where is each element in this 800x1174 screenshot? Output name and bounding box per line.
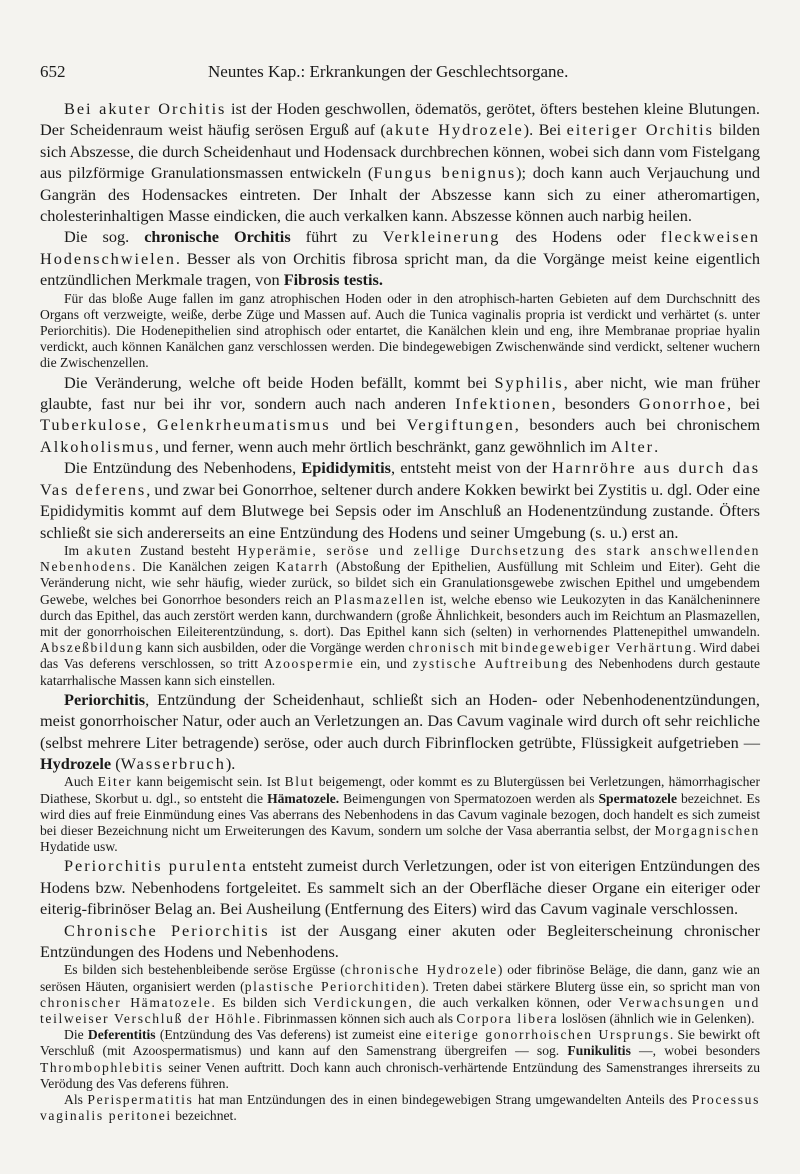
small-print-paragraph: [40, 962, 760, 1027]
text-run: .: [654, 436, 659, 456]
text-run: Für das bloße Auge fallen im ganz atrophischen Hoden oder in den atrophisch-harten Gebieten auf dem Durchschnitt des Organs oft verzweigte, weiße, derbe Züge und Massen auf. Auch die Tunica vaginalis propria ist verdickt und verhärtet (s. unter Periorchitis). Die Hodenepithelien sind atrophisch oder entartet, die Kanälchen klein und eng, ihre Membranae propriae hyalin verdickt, auch können Kanälchen ganz verschlossen werden. Die bindegewebigen Zwischenwände sind verdickt, seltener wuchern die Zwischenzellen.: [40, 290, 760, 371]
spaced-emphasis: Bei akuter Orchitis: [64, 99, 227, 118]
spaced-emphasis: Eiter: [97, 774, 133, 790]
text-run: ein, und: [354, 656, 413, 672]
text-run: , Entzündung der Scheidenhaut, schließt sich an Hoden- oder Nebenhodenentzündungen, meist gonorrhoischer Natur, oder auch an Verletzungen an. Das Cavum vaginale wird durch oft sehr reichliche (selbst mehrere Liter betragende) seröse, oder auch durch Fibrinflocken getrübte, Flüssigkeit aufgetrieben —: [40, 689, 760, 752]
small-print-paragraph: [40, 1027, 760, 1092]
spaced-emphasis: Verkleinerung: [382, 227, 501, 247]
spaced-emphasis: Abszeßbildung: [40, 640, 144, 656]
paragraph: [40, 457, 760, 543]
small-print-paragraph: [40, 1092, 760, 1124]
text-run: Die Entzündung des Nebenhodens,: [64, 458, 302, 478]
text-run: bilden sich Abszesse, die durch Scheidenhaut und Hodensack durchbrechen können, wobei sich dann vom Fistelgang aus pilzförmige Granulationsmassen entwickeln (: [40, 120, 761, 183]
text-run: ); doch kann auch Verjauchung und Gangrän des Hodensackes eintreten. Der Inhalt der Abszesse kann sich zu einer atheromartigen, cholesterinhaltigen Masse eindicken, die auch verkalken kann. Abszesse können auch narbig heilen.: [40, 163, 760, 226]
paragraph: [40, 98, 760, 226]
spaced-emphasis: chronischer Hämatozele: [40, 994, 212, 1010]
text-run: , entsteht meist von der: [390, 458, 553, 478]
text-run: ,: [142, 415, 157, 435]
text-run: . Sie bewirkt oft Verschluß (mit Azoospermatismus) und kann auf den Samenstrang übergreifen — sog.: [40, 1027, 760, 1059]
text-run: kann sich ausbilden, oder die Vorgänge werden: [143, 640, 409, 656]
text-run: bezeichnet.: [171, 1108, 237, 1124]
body-text: [40, 98, 760, 1124]
spaced-emphasis: Chronische Periorchitis: [64, 920, 270, 940]
text-run: Als: [64, 1092, 88, 1108]
text-run: , besonders: [551, 394, 639, 414]
paragraph: [40, 372, 760, 458]
text-run: ist, welche ebenso wie Leukozyten in das Kanälcheninnere durch das Epithel, das auch zerstört werden kann, durchwandern (große Ähnlichkeit, besonders auch im Reichtum an Plasmazellen, mit der gonorrhoischen Eileiterentzündung, s. dort). Das Epithel kann sich (selten) in verhornendes Plattenepithel umwandeln.: [40, 591, 760, 639]
spaced-emphasis: Plasmazellen: [334, 591, 426, 607]
text-run: , aber nicht, wie man früher glaubte, fast nur bei ihr vor, sondern auch nach anderen: [40, 372, 761, 414]
bold-term: Hydrozele: [40, 753, 112, 773]
text-run: ).: [225, 753, 236, 773]
text-run: ). Treten dabei stärkere Bluterg üsse ein, so spricht man von: [420, 978, 760, 994]
text-run: , besonders auch bei chronischem: [514, 415, 760, 435]
spaced-emphasis: Verwachsungen und teilweiser Verschluß der Höhle: [40, 994, 760, 1027]
spaced-emphasis: Alter: [610, 436, 655, 456]
spaced-emphasis: Processus vaginalis peritonei: [40, 1092, 760, 1124]
text-run: des Nebenhodens durch gestaute katarrhalische Massen kann sich einstellen.: [40, 656, 760, 688]
spaced-emphasis: Infektionen: [455, 394, 552, 414]
spaced-emphasis: fleckweisen Hodenschwielen: [40, 227, 761, 268]
spaced-emphasis: Katarrh: [276, 559, 330, 575]
spaced-emphasis: Tuberkulose: [40, 415, 143, 435]
spaced-emphasis: Hyperämie, seröse und zellige Durchsetzung des stark anschwellenden Nebenhodens: [40, 542, 761, 575]
text-run: ). Bei: [523, 120, 567, 140]
spaced-emphasis: Morgagnischen: [654, 822, 760, 838]
text-run: kann beigemischt sein. Ist: [132, 774, 285, 790]
spaced-emphasis: Perispermatitis: [87, 1092, 194, 1108]
text-run: Im: [64, 542, 87, 558]
spaced-emphasis: chronisch: [408, 640, 476, 656]
text-run: loslösen (ähnlich wie in Gelenken).: [558, 1011, 755, 1027]
spaced-emphasis: Alkoholismus: [40, 436, 155, 456]
paragraph: [40, 855, 760, 919]
spaced-emphasis: Thrombophlebitis: [40, 1059, 164, 1075]
text-run: beigemengt, oder kommt es zu Blutergüssen bei Verletzungen, hämorrhagischer Diathese, Skorbut u. dgl., so entsteht die: [40, 774, 760, 806]
spaced-emphasis: Harnröhre aus durch das Vas deferens: [40, 458, 761, 499]
text-run: Auch: [64, 774, 98, 790]
text-run: ) oder fibrinöse Beläge, die dann, ganz wie an serösen Häuten, organisiert werden (: [40, 962, 760, 994]
spaced-emphasis: bindegewebiger Verhärtung: [501, 640, 693, 656]
paragraph: [40, 689, 760, 775]
bold-term: Hämatozele.: [267, 790, 340, 806]
bold-term: chronische Orchitis: [144, 227, 291, 247]
text-run: seiner Venen auftritt. Doch kann auch chronisch-verhärtende Entzündung des Samenstranges ihrerseits zu Verödung des Vas deferens führen.: [40, 1059, 760, 1091]
spaced-emphasis: Azoospermie: [263, 656, 355, 672]
text-run: und bei: [330, 415, 407, 435]
text-run: mit: [475, 640, 502, 656]
text-run: entsteht zumeist durch Verletzungen, oder ist von eiterigen Entzündungen des Hodens bzw. Nebenhodens fortgeleitet. Es sammelt sich an der Oberfläche dieser Organe ein eiteriger oder eiterig-fibrinöser Belag an. Bei Ausheilung (Entfernung des Eiters) wird das Cavum vaginale verschlossen.: [40, 856, 761, 919]
text-run: . Es bilden sich: [211, 994, 314, 1010]
bold-term: Fibrosis testis.: [283, 270, 383, 290]
spaced-emphasis: Gelenkrheumatismus: [156, 415, 331, 435]
bold-term: Funikulitis: [567, 1043, 631, 1059]
spaced-emphasis: Blut: [284, 774, 315, 790]
spaced-emphasis: eiterige gonorrhoischen Ursprungs: [425, 1027, 670, 1043]
text-run: des Hodens oder: [500, 227, 661, 247]
small-print-paragraph: [40, 543, 760, 689]
spaced-emphasis: zystische Auftreibung: [412, 656, 569, 672]
spaced-emphasis: akuten: [86, 542, 133, 558]
spaced-emphasis: plastische Periorchitiden: [244, 978, 421, 994]
spaced-emphasis: Fungus benignus: [373, 163, 517, 183]
text-run: . Fibrinmassen können sich auch als: [256, 1011, 457, 1027]
spaced-emphasis: Wasserbruch: [120, 753, 226, 773]
bold-term: Epididymitis: [301, 458, 391, 478]
text-run: Die sog.: [64, 227, 145, 247]
spaced-emphasis: Vergiftungen: [406, 415, 515, 435]
small-print-paragraph: [40, 774, 760, 855]
text-run: , und zwar bei Gonorrhoe, seltener durch andere Kokken bewirkt bei Zystitis u. dgl. Oder eine Epididymitis kommt auf dem Blutwege bei Sepsis oder im Anschluß an Hodenentzündung zustande. Öfters schließt sie sich andererseits an eine Entzündung des Hodens und seiner Umgebung (s. u.) erst an.: [40, 479, 760, 542]
spaced-emphasis: eiteriger Orchitis: [566, 120, 714, 140]
running-title: Neuntes Kap.: Erkrankungen der Geschlechtsorgane.: [208, 62, 569, 81]
spaced-emphasis: Corpora libera: [456, 1011, 559, 1027]
bold-term: Periorchitis: [64, 689, 146, 709]
text-run: . Wird dabei das Vas deferens verschlossen, so tritt: [40, 640, 760, 672]
text-run: . Die Kanälchen zeigen: [131, 559, 277, 575]
bold-term: Spermatozele: [598, 790, 677, 806]
text-run: Zustand besteht: [132, 542, 238, 558]
text-run: (Abstoßung der Epithelien, Ausfüllung mit Schleim und Eiter). Geht die Veränderung nicht, wie sehr häufig, wieder zurück, so bildet sich ein Granulationsgewebe zwischen Epithel und umgebendem Gewebe, welches bei Gonorrhoe besonders reich an: [40, 559, 760, 607]
paragraph: [40, 920, 760, 963]
spaced-emphasis: chronische Hydrozele: [344, 962, 498, 978]
text-run: , die auch verkalken können, oder: [408, 994, 619, 1010]
spaced-emphasis: Gonorrhoe: [638, 394, 728, 414]
text-run: Die: [64, 1027, 88, 1043]
text-run: Die Veränderung, welche oft beide Hoden befällt, kommt bei: [64, 372, 495, 392]
paragraph: [40, 226, 760, 290]
spaced-emphasis: Syphilis: [494, 372, 564, 392]
spaced-emphasis: akute Hydrozele: [385, 120, 524, 140]
spaced-emphasis: Periorchitis purulenta: [64, 856, 248, 876]
text-run: ist der Hoden geschwollen, ödematös, gerötet, öfters bestehen kleine Blutungen. Der Scheidenraum weist häufig serösen Erguß auf (: [40, 99, 760, 140]
page-number: 652: [40, 62, 66, 81]
text-run: Es bilden sich bestehenbleibende seröse Ergüsse (: [64, 962, 345, 978]
small-print-paragraph: [40, 291, 760, 372]
text-run: —, wobei besonders: [630, 1043, 761, 1059]
text-run: ist der Ausgang einer akuten oder Begleiterscheinung chronischer Entzündungen des Hodens und Nebenhodens.: [40, 920, 761, 962]
text-run: , und ferner, wenn auch mehr örtlich beschränkt, ganz gewöhnlich im: [154, 436, 611, 456]
text-run: bezeichnet. Es wird dies auf freie Einmündung eines Vas aberrans des Nebenhodens in das Cavum vaginale bezogen, doch handelt es sich zumeist bei dieser Bezeichnung nicht um Erweiterungen des Kavum, sondern um solche der Vasa aberrantia selbst, der: [40, 790, 761, 838]
text-run: (: [111, 753, 121, 773]
text-run: , bei: [727, 394, 760, 414]
spaced-emphasis: Verdickungen: [313, 994, 409, 1010]
page-header: [40, 62, 760, 86]
bold-term: Deferentitis: [87, 1027, 156, 1043]
text-run: (Entzündung des Vas deferens) ist zumeist eine: [155, 1027, 426, 1043]
text-run: hat man Entzündungen des in einen bindegewebigen Strang umgewandelten Anteils des: [193, 1092, 692, 1108]
text-run: . Besser als von Orchitis fibrosa spricht man, da die Vorgänge meist keine eigentlich entzündlichen Merkmale tragen, von: [40, 248, 760, 290]
text-run: führt zu: [290, 227, 383, 247]
text-run: Hydatide usw.: [40, 839, 118, 855]
text-run: Beimengungen von Spermatozoen werden als: [339, 790, 599, 806]
